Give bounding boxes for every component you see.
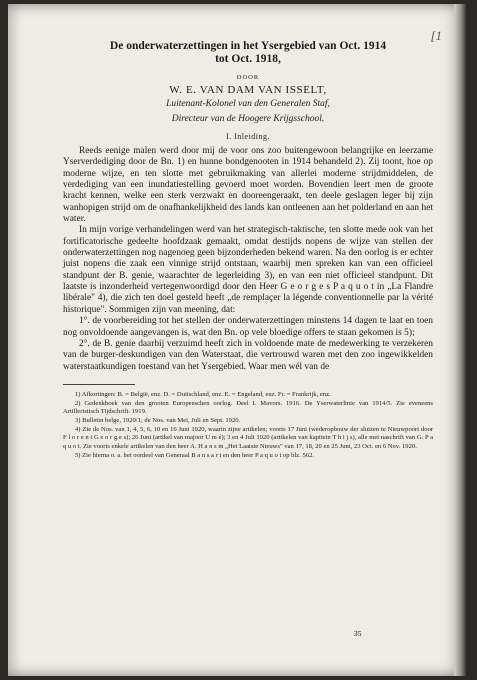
paragraph: Reeds eenige malen werd door mij de voor ons zoo buitengewoon belangrijke en leerzame Yserverdediging door de Bn. 1) en hunne bondgenooten in 1914 behandeld 2). Zij toont, hoe op moderne wijze, en ten slotte met gebruikmaking van allerlei moderne strijdmiddelen, de verdediging van een inundatiestelling gevoerd moet worden. Bovendien leert men de groote kracht kennen, welke een sterk verzwakt en dooreengeraakt, ten deele geslagen leger bij zijn wanhopigen strijd om de onafhankelijkheid des lands kan ontleenen aan het polderland en aan het water.	[63, 146, 433, 225]
article-body	[63, 146, 433, 373]
article-title-line-2: tot Oct. 1918,	[215, 53, 281, 65]
article-content	[63, 40, 433, 461]
footnotes	[63, 391, 433, 461]
corner-mark: [1	[430, 28, 442, 43]
footnote: 1) Afkortingen: B. = België, enz. D. = Duitschland, enz. E. = Engeland, enz. Fr. = Frankrijk, enz.	[75, 390, 331, 398]
article-title-line-1: De onderwaterzettingen in het Ysergebied van Oct. 1914	[109, 40, 387, 52]
paragraph: In mijn vorige verhandelingen werd van het strategisch-taktische, ten slotte mede ook van het fortificatorische gedeelte hoofdzaak gemaakt, omdat destijds nopens de wijze van stellen der onderwaterzettingen nog nagenoeg geen bijzonderheden bekend waren. Na den oorlog is er echter juist nopens die zaak een vinnige strijd ontstaan, waarbij men spreken kan van een officieel standpunt der B. genie, waarachter de legerleiding 3), en van een niet officieel standpunt. Dit laatste is inzonderheid vertegenwoordigd door den Heer G e o r g e s P a q u o t in „La Flandre libérale" 4), die zich ten doel gesteld heeft „de remplaçer la légende conventionnelle par la vérité historique". Sommigen zijn van meening, dat:	[63, 225, 433, 315]
author-name: W. E. VAN DAM VAN ISSELT,	[169, 84, 327, 96]
author-role-line-2: Directeur van de Hoogere Krijgsschool.	[171, 113, 325, 124]
author-role-line-1: Luitenant-Kolonel van den Generalen Staf,	[166, 99, 330, 109]
footnote: 3) Bulletin belge, 1920/1; de Nos. van Mei, Juli en Sept. 1920.	[75, 416, 241, 424]
section-heading: I. Inleiding.	[225, 132, 271, 141]
footnote: 4) Zie de Nos. van 1, 4, 5, 6, 10 en 16 Juni 1920, waarin zijne artikelen; voorts 17 Juni (wederopbouw der sluizen te Nieuwpoort door F l o r e n t G e o r g e s); 26 Juni (artikel van majoor U m é); 3 en 4 Juli 1920 (artikelen van kapitein T h i j s), alle met naschrift van G. P a q u o t. Zie voorts enkele artikelen van den heer A. H a n s in „Het Laatste Nieuws" van 17, 18, 20 en 25 Juni, 23 Oct. en 6 Nov. 1920.	[63, 425, 433, 451]
paragraph: 1°. de voorbereiding tot het stellen der onderwaterzettingen minstens 14 dagen te laat en toen nog onvoldoende aangevangen is, wat den Bn. op vele bloedige offers te staan gekomen is 5);	[63, 316, 433, 338]
document-page	[8, 4, 466, 676]
paragraph: 2°. de B. genie daarbij verzuimd heeft zich in voldoende mate de medewerking te verzekeren van de burger-deskundigen van den Waterstaat, die vertrouwd waren met den zoo ingewikkelden waterstaatkundigen toestand van het Ysergebied. Waar men wél van de	[63, 338, 433, 372]
footnote: 5) Zie hierna o. a. het oordeel van Generaal B a n s a r t en den heer P a q u o t op blz. 562.	[75, 451, 315, 459]
byline-door: DOOR	[236, 74, 260, 81]
page-number: 35	[354, 629, 362, 638]
footnote: 2) Gedenkboek van den grooten Europeeschen oorlog. Deel I. Mavors. 1916. De Yserwaterlinie van 1914/5. Zie eveneens Artilleristisch Tijdschrift. 1919.	[63, 399, 433, 416]
footnote-separator	[63, 384, 135, 385]
page-edge-shadow	[454, 4, 466, 676]
